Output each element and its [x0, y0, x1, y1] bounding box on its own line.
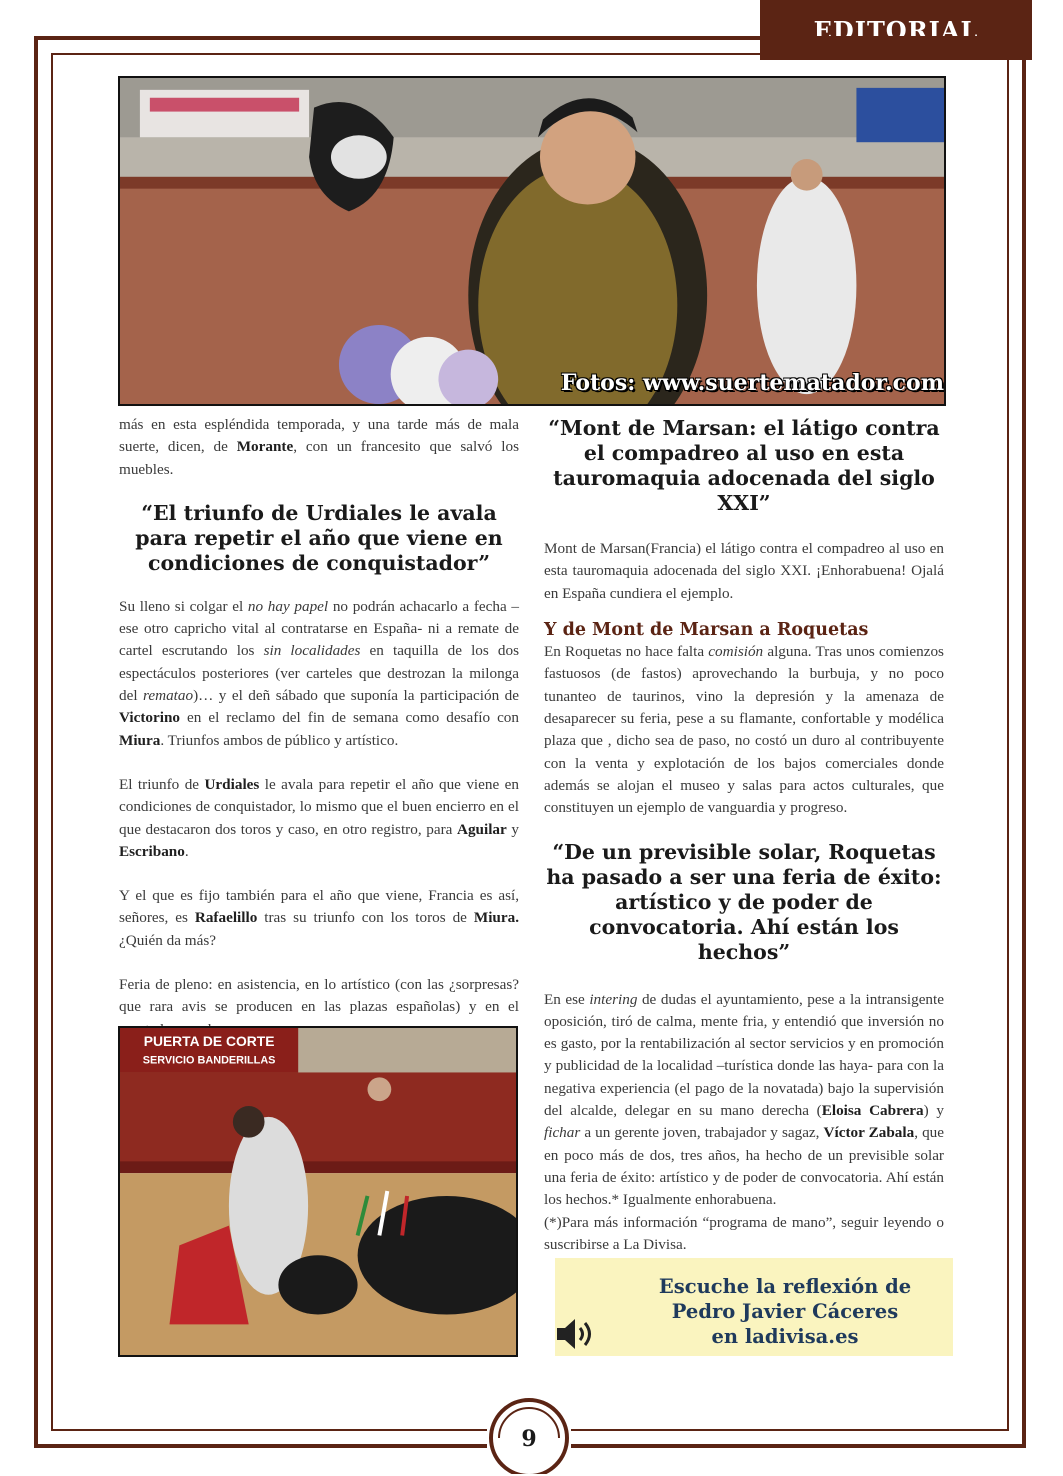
right-paragraph-1: Mont de Marsan(Francia) el látigo contra el compadreo al uso en esta tauromaquia adocenada del siglo XXI. ¡Enhorabuena! Ojalá en España cundiera el ejemplo.: [544, 540, 944, 602]
callout-line-2: Pedro Javier Cáceres: [671, 1300, 899, 1323]
left-column: [119, 414, 519, 1041]
left-paragraph-3: Y el que es fijo también para el año que viene, Francia es así, señores, es Rafaelillo tras su triunfo con los toros de Miura. ¿Quién da más?: [119, 887, 519, 949]
bottom-photo: [118, 1026, 518, 1357]
right-pull-quote-1: “Mont de Marsan: el látigo contra el compadreo al uso en esta tauromaquia adocenada del siglo XXI”: [548, 416, 940, 515]
page-number-badge: [487, 1390, 571, 1474]
right-column: [544, 416, 944, 1256]
audio-callout[interactable]: [555, 1258, 953, 1356]
bullfight-image: [120, 1028, 516, 1355]
right-subheading: Y de Mont de Marsan a Roquetas: [544, 619, 869, 640]
right-paragraph-4: (*)Para más información “programa de mano”, seguir leyendo o suscribirse a La Divisa.: [544, 1213, 944, 1253]
callout-line-3: en ladivisa.es: [711, 1325, 859, 1348]
left-intro: más en esta espléndida temporada, y una tarde más de mala suerte, dicen, de Morante, con un francesito que salvó los muebles.: [119, 416, 519, 478]
left-paragraph-2: El triunfo de Urdiales le avala para repetir el año que viene en condiciones de conquistador, lo mismo que el buen encierro en el que destacaron dos toros y caso, en otro registro, para Aguilar y Escribano.: [119, 775, 519, 860]
sign-line-2: SERVICIO BANDERILLAS: [142, 1054, 276, 1067]
right-paragraph-3: En ese intering de dudas el ayuntamiento, pese a la intransigente oposición, tiró de calma, mente fria, y entendió que inversión no es gasto, por la rentabilización al sector servicios y en promoción y publicidad de la localidad –turística donde las haya- para con la negativa experiencia (el pago de la novatada) bajo la supervisión del alcalde, delegar en su mano derecha (Eloisa Cabrera) y fichar a un gerente joven, trabajador y sagaz, Víctor Zabala, que en poco más de dos, tres años, ha hecho de un previsible solar una feria de éxito: artístico y de poder de convocatoria. Ahí están los hechos.* Igualmente enhorabuena.: [544, 990, 945, 1209]
right-pull-quote-2: “De un previsible solar, Roquetas ha pasado a ser una feria de éxito: artístico y de poder de convocatoria. Ahí están los hechos”: [546, 839, 942, 964]
left-paragraph-1: Su lleno si colgar el no hay papel no podrán achacarlo a fecha –ese otro capricho vital al contratarse en España- ni a remate de cartel escrutando los sin localidades en taquilla de los dos espectáculos posteriores (ver carteles que destrozan la milonga del rematao)… y el deñ sábado que suponía la participación de Victorino en el reclamo del fin de semana como desafío con Miura. Triunfos ambos de público y artístico.: [119, 597, 519, 749]
sign-line-1: PUERTA DE CORTE: [143, 1032, 275, 1049]
right-paragraph-2: En Roquetas no hace falta comisión alguna. Tras unos comienzos fastuosos (de fastos) aprovechando la burbuja, y no poco tunanteo de taurinos, vino la depresión y la amenaza de desaparecer su feria, pese a su flamante, confortable y modélica plaza que , dicho sea de paso, no costó un duro al contribuyente con la venta y explotación de los bajos comerciales donde además se alojan el museo y salas para actos culturales, que constituyen un ejemplo de vanguardia y progreso.: [544, 643, 944, 817]
left-paragraph-4: Feria de pleno: en asistencia, en lo artístico (con las ¿sorpresas? que rara avis se producen en las plazas españolas) y en el: [119, 976, 519, 1016]
callout-line-1: Escuche la reflexión de: [658, 1275, 912, 1298]
top-photo: [118, 76, 946, 406]
photo-credit: Fotos: www.suertematador.com: [560, 370, 944, 396]
section-title: EDITORIAL: [813, 15, 979, 45]
callout-text: [625, 1274, 945, 1349]
speaker-icon[interactable]: [555, 1314, 599, 1354]
page-number: 9: [521, 1426, 537, 1452]
matador-image: [120, 78, 944, 404]
left-pull-quote: “El triunfo de Urdiales le avala para repetir el año que viene en condiciones de conquistador”: [135, 500, 503, 575]
